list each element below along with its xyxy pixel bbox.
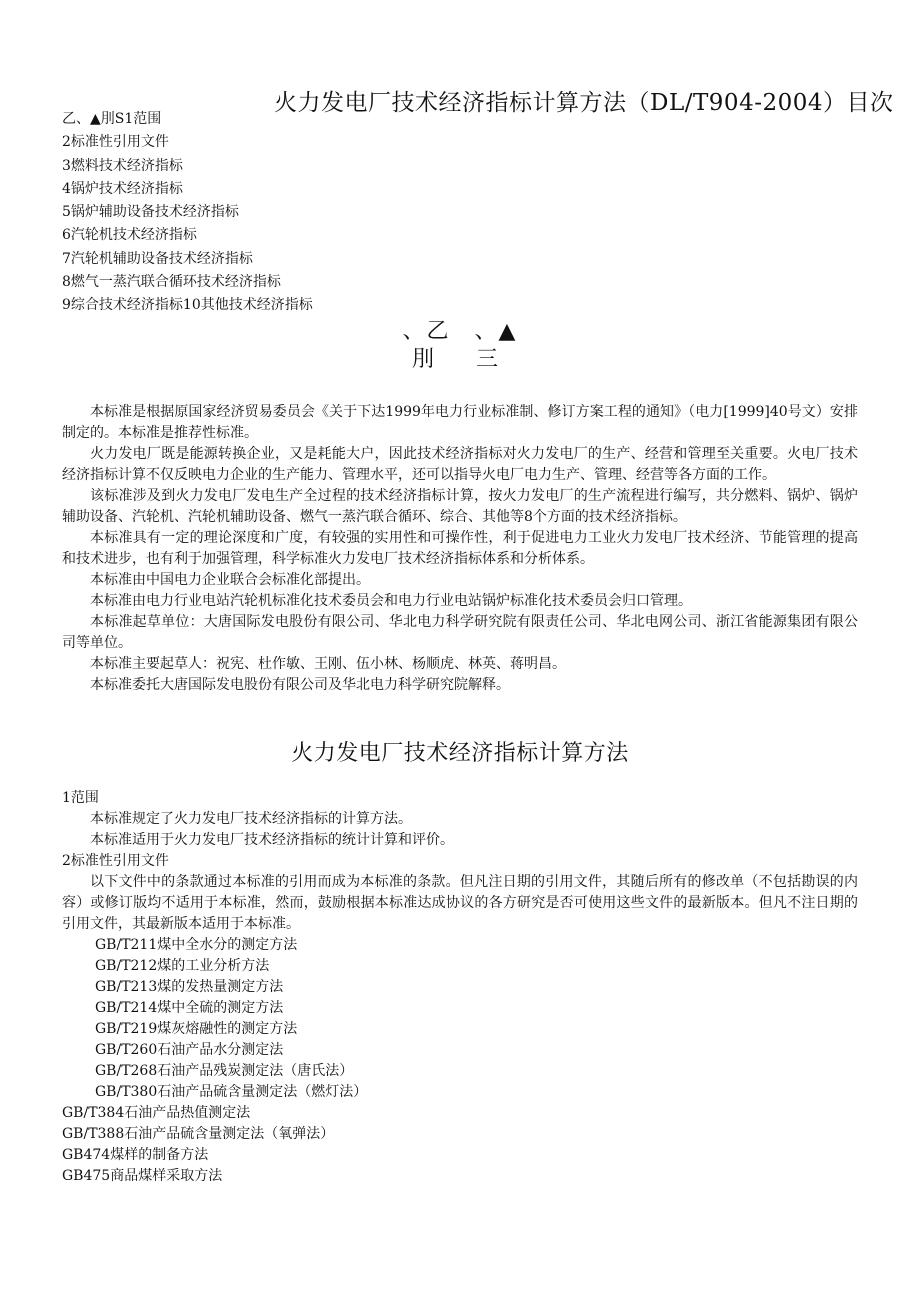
reference-item: GB/T214煤中全硫的测定方法 — [95, 1000, 284, 1016]
foreword-paragraph: 本标准是根据原国家经济贸易委员会《关于下达1999年电力行业标准制、修订方案工程的通知》（电力[1999]40号文）安排制定的。本标准是推荐性标准。 — [62, 404, 858, 441]
toc-item: 6汽轮机技术经济指标 — [62, 227, 197, 244]
toc-item: 4锅炉技术经济指标 — [62, 180, 183, 197]
reference-item: GB/T260石油产品水分测定法 — [95, 1042, 284, 1058]
foreword-heading-line1: 、乙 、▲ — [402, 319, 518, 344]
scope-paragraph: 本标准规定了火力发电厂技术经济指标的计算方法。 — [90, 811, 412, 827]
foreword-paragraph: 本标准起草单位：大唐国际发电股份有限公司、华北电力科学研究院有限责任公司、华北电网公司、浙江省能源集团有限公司等单位。 — [62, 614, 858, 651]
main-body — [62, 788, 858, 1187]
toc-item: 9综合技术经济指标10其他技术经济指标 — [62, 297, 313, 314]
foreword-paragraph: 火力发电厂既是能源转换企业，又是耗能大户，因此技术经济指标对火力发电厂的生产、经营和管理至关重要。火电厂技术经济指标计算不仅反映电力企业的生产能力、管理水平，还可以指导火电厂电力生产、管理、经营等各方面的工作。 — [62, 446, 858, 483]
foreword-paragraph: 本标准主要起草人：祝宪、杜作敏、王刚、伍小林、杨顺虎、林英、蒋明昌。 — [90, 656, 566, 672]
reference-item: GB/T388石油产品硫含量测定法（氧弹法） — [62, 1126, 335, 1142]
foreword-paragraph: 本标准委托大唐国际发电股份有限公司及华北电力科学研究院解释。 — [90, 677, 510, 693]
scope-paragraph: 本标准适用于火力发电厂技术经济指标的统计计算和评价。 — [90, 832, 454, 848]
reference-item: GB/T211煤中全水分的测定方法 — [95, 937, 298, 953]
reference-item: GB/T380石油产品硫含量测定法（燃灯法） — [95, 1084, 368, 1100]
toc-item: 乙、▲刖S1范围 — [62, 111, 162, 127]
foreword-heading — [0, 318, 920, 374]
document-title: 火力发电厂技术经济指标计算方法（DL/T904-2004）目次 — [274, 90, 894, 116]
reference-item: GB474煤样的制备方法 — [62, 1147, 209, 1163]
toc-item: 5锅炉辅助设备技术经济指标 — [62, 204, 239, 221]
foreword-paragraph: 本标准由电力行业电站汽轮机标准化技术委员会和电力行业电站锅炉标准化技术委员会归口管理。 — [90, 593, 692, 609]
toc-item: 2标准性引用文件 — [62, 134, 169, 151]
foreword-heading-line2: 刖 三 — [411, 347, 508, 372]
foreword-paragraph: 本标准具有一定的理论深度和广度，有较强的实用性和可操作性，利于促进电力工业火力发电厂技术经济、节能管理的提高和技术进步，也有利于加强管理，科学标准火力发电厂技术经济指标体系和分析体系。 — [62, 530, 858, 567]
foreword-paragraph: 本标准由中国电力企业联合会标准化部提出。 — [90, 572, 370, 588]
reference-item: GB/T212煤的工业分析方法 — [95, 958, 270, 974]
scope-heading: 1范围 — [62, 790, 99, 806]
toc-item: 7汽轮机辅助设备技术经济指标 — [62, 250, 253, 267]
toc-item: 3燃料技术经济指标 — [62, 157, 183, 174]
reference-item: GB475商品煤样采取方法 — [62, 1168, 223, 1184]
references-intro: 以下文件中的条款通过本标准的引用而成为本标准的条款。但凡注日期的引用文件，其随后所有的修改单（不包括勘误的内容）或修订版均不适用于本标准，然而，鼓励根据本标准达成协议的各方研究是否可使用这些文件的最新版本。但凡不注日期的引用文件，其最新版本适用于本标准。 — [62, 874, 858, 932]
reference-item: GB/T213煤的发热量测定方法 — [95, 979, 284, 995]
reference-item: GB/T219煤灰熔融性的测定方法 — [95, 1021, 298, 1037]
table-of-contents — [62, 108, 313, 318]
section-title: 火力发电厂技术经济指标计算方法 — [291, 741, 629, 766]
references-heading: 2标准性引用文件 — [62, 853, 169, 869]
toc-item: 8燃气一蒸汽联合循环技术经济指标 — [62, 274, 281, 291]
reference-item: GB/T384石油产品热值测定法 — [62, 1105, 251, 1121]
foreword-body — [62, 402, 858, 696]
reference-item: GB/T268石油产品残炭测定法（唐氏法） — [95, 1063, 354, 1079]
foreword-paragraph: 该标准涉及到火力发电厂发电生产全过程的技术经济指标计算，按火力发电厂的生产流程进行编写，共分燃料、锅炉、锅炉辅助设备、汽轮机、汽轮机辅助设备、燃气一蒸汽联合循环、综合、其他等8个方面的技术经济指标。 — [62, 488, 858, 525]
reference-list — [62, 935, 858, 1187]
